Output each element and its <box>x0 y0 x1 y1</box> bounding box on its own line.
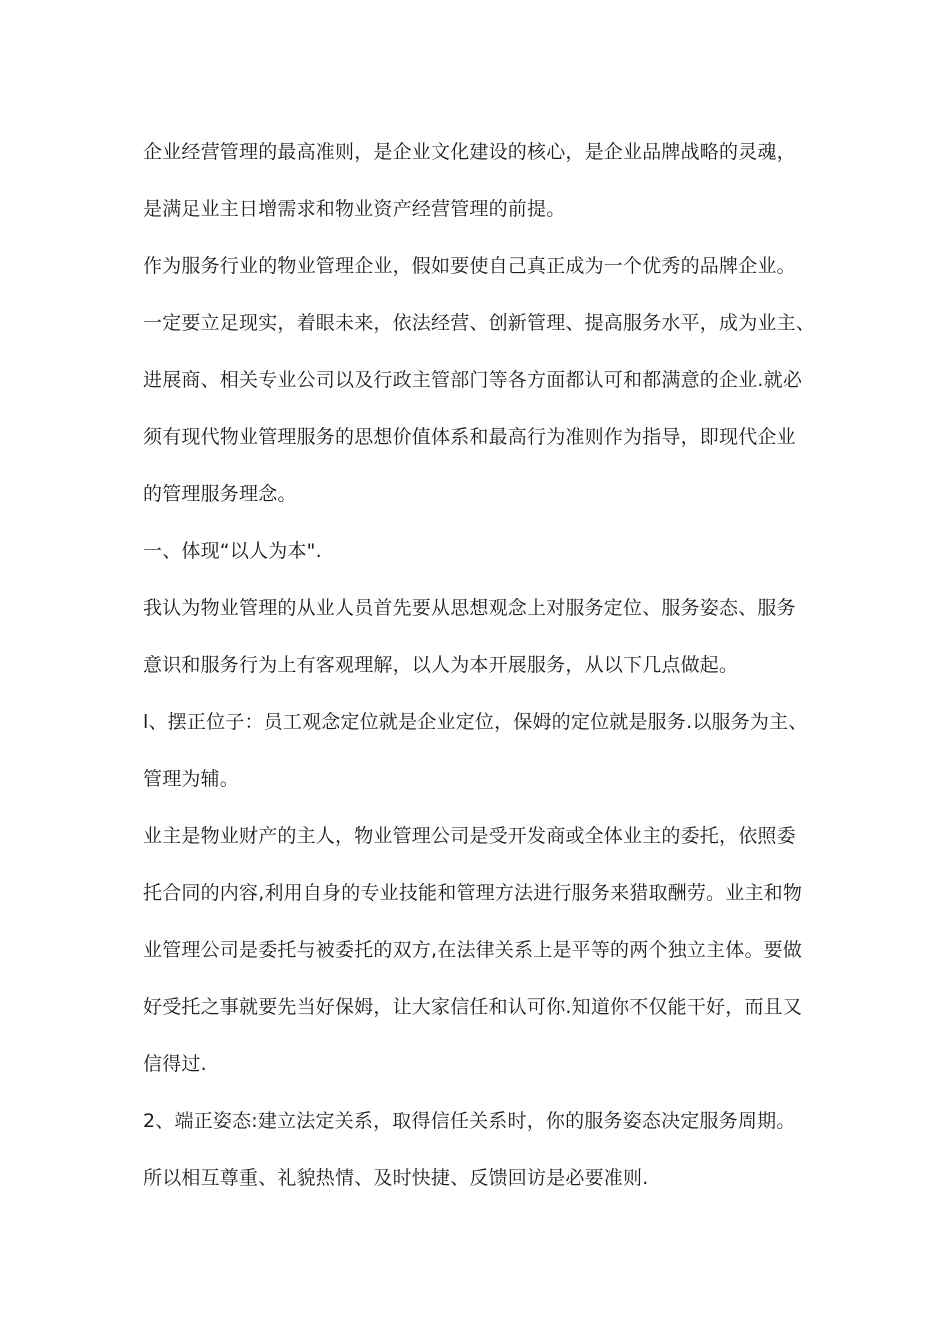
text-line: 托合同的内容,利用自身的专业技能和管理方法进行服务来猎取酬劳。业主和物 <box>143 882 803 904</box>
text-line: 业主是物业财产的主人，物业管理公司是受开发商或全体业主的委托，依照委 <box>143 825 796 847</box>
text-line: 好受托之事就要先当好保姆，让大家信任和认可你.知道你不仅能干好，而且又 <box>143 996 803 1018</box>
text-line: 须有现代物业管理服务的思想价值体系和最高行为准则作为指导，即现代企业 <box>143 426 796 448</box>
text-line: l、摆正位子：员工观念定位就是企业定位，保姆的定位就是服务.以服务为主、 <box>143 711 808 733</box>
text-line: 信得过. <box>143 1053 207 1075</box>
text-line: 一定要立足现实，着眼未来，依法经营、创新管理、提高服务水平，成为业主、 <box>143 312 816 334</box>
text-line: 的管理服务理念。 <box>143 483 297 505</box>
section-heading: 一、体现“以人为本". <box>143 540 322 562</box>
text-line: 进展商、相关专业公司以及行政主管部门等各方面都认可和都满意的企业.就必 <box>143 369 803 391</box>
text-line: 我认为物业管理的从业人员首先要从思想观念上对服务定位、服务姿态、服务 <box>143 597 796 619</box>
text-line: 作为服务行业的物业管理企业，假如要使自己真正成为一个优秀的品牌企业。 <box>143 255 796 277</box>
text-line: 是满足业主日增需求和物业资产经营管理的前提。 <box>143 198 566 220</box>
text-line: 2、端正姿态:建立法定关系，取得信任关系时，你的服务姿态决定服务周期。 <box>143 1110 796 1132</box>
text-line: 管理为辅。 <box>143 768 240 790</box>
text-line: 意识和服务行为上有客观理解，以人为本开展服务，从以下几点做起。 <box>143 654 739 676</box>
text-line: 所以相互尊重、礼貌热情、及时快捷、反馈回访是必要准则. <box>143 1167 649 1189</box>
text-line: 业管理公司是委托与被委托的双方,在法律关系上是平等的两个独立主体。要做 <box>143 939 803 961</box>
text-line: 企业经营管理的最高准则，是企业文化建设的核心，是企业品牌战略的灵魂， <box>143 141 796 163</box>
